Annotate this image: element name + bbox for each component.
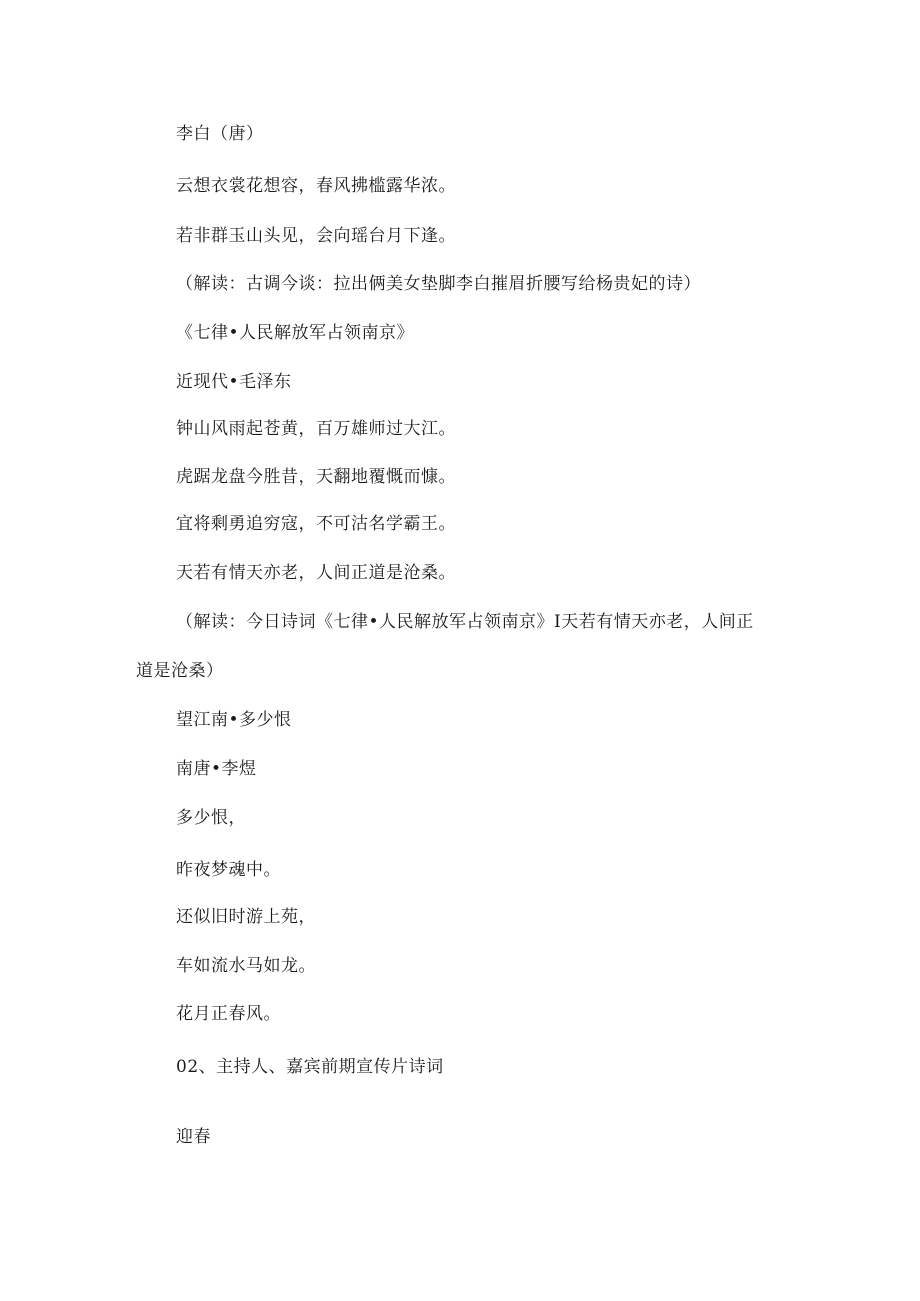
poem-author: 南唐•李煜 [176,759,257,779]
poem-line: 云想衣裳花想容，春风拂槛露华浓。 [176,176,456,196]
poem-author: 近现代•毛泽东 [176,372,292,392]
poem-note-continued: 道是沧桑） [136,661,224,681]
poem-line: 车如流水马如龙。 [176,956,316,976]
poem-line: 虎踞龙盘今胜昔，天翻地覆慨而慷。 [176,467,456,487]
poem-title: 《七律•人民解放军占领南京》 [176,323,415,343]
poem-title: 迎春 [176,1127,211,1147]
poem-line: 宜将剩勇追穷寇，不可沽名学霸王。 [176,514,456,534]
poem-line: 若非群玉山头见，会向瑶台月下逢。 [176,226,456,246]
poem-title: 望江南•多少恨 [176,710,292,730]
poem-line: 天若有情天亦老，人间正道是沧桑。 [176,563,456,583]
poem-author-libai: 李白（唐） [176,124,264,144]
poem-line: 昨夜梦魂中。 [176,860,281,880]
section-heading: 02、主持人、嘉宾前期宣传片诗词 [176,1057,444,1077]
poem-note: （解读：今日诗词《七律•人民解放军占领南京》I天若有情天亦老，人间正 [176,612,754,632]
poem-line: 钟山风雨起苍黄，百万雄师过大江。 [176,419,456,439]
poem-note: （解读：古调今谈：拉出俩美女垫脚李白摧眉折腰写给杨贵妃的诗） [176,274,701,294]
poem-line: 花月正春风。 [176,1004,281,1024]
poem-line: 多少恨， [176,808,246,828]
poem-line: 还似旧时游上苑， [176,907,316,927]
